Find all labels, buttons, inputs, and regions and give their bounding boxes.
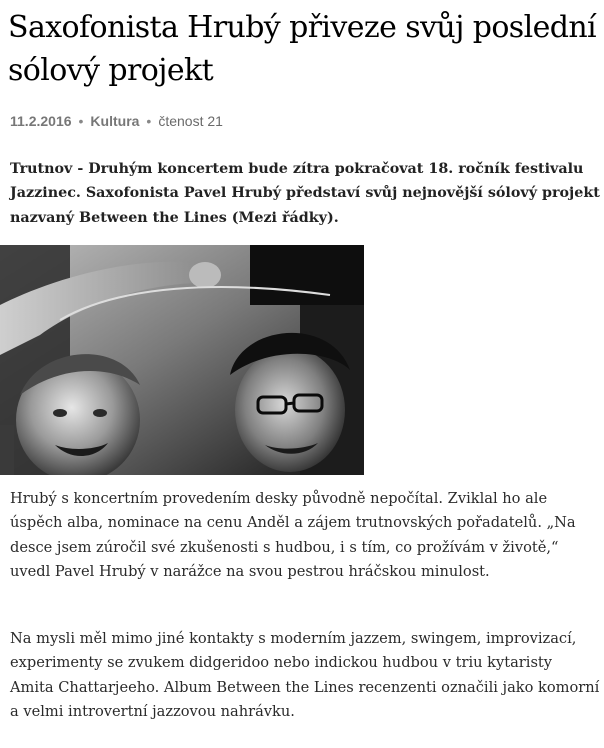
article-paragraph: Hrubý s koncertním provedením desky původně nepočítal. Zviklal ho ale úspěch alba, nominace na cenu Anděl a zájem trutnovských pořadatelů. „Na desce jsem zúročil své zkušenosti s hudbou, i s tím, co prožívám v životě,“ uvedl Pavel Hrubý v narážce na svou pestrou hráčskou minulost. [10,490,576,580]
article-meta [10,113,223,129]
article-readership: čtenost 21 [158,113,223,129]
article-title: Saxofonista Hrubý přiveze svůj poslední sólový projekt [8,10,597,88]
article-paragraph: Na mysli měl mimo jiné kontakty s moderním jazzem, swingem, improvizací, experimenty se zvukem didgeridoo nebo indickou hudbou v triu kytaristy Amita Chattarjeeho. Album Between the Lines recenzenti označili jako komorní a velmi introvertní jazzovou nahrávku. [10,630,600,720]
article-photo [0,245,364,475]
meta-separator: • [78,113,84,129]
article-lead: Trutnov - Druhým koncertem bude zítra pokračovat 18. ročník festivalu Jazzinec. Saxofonista Pavel Hrubý představí svůj nejnovější sólový projekt nazvaný Between the Lines (Mezi řádky). [10,161,600,226]
meta-separator: • [146,113,152,129]
musicians-photo-illustration [0,245,364,475]
article-date: 11.2.2016 [10,113,72,129]
article-category-link[interactable]: Kultura [90,113,140,129]
